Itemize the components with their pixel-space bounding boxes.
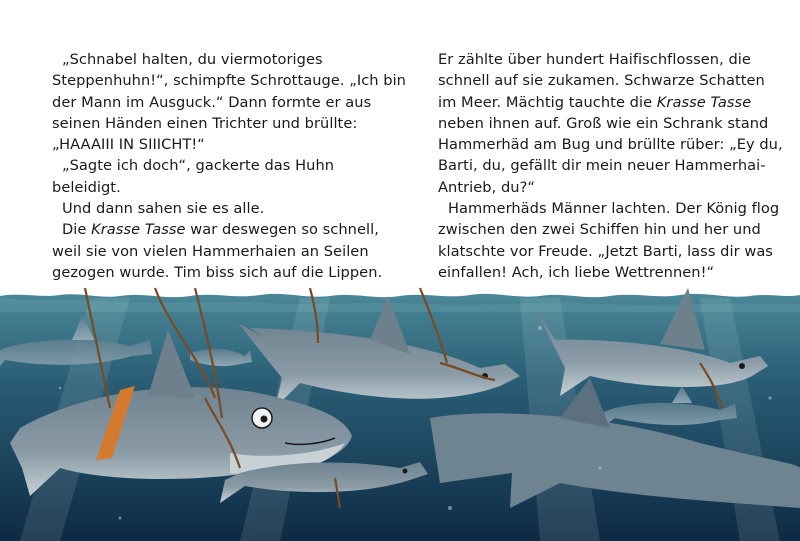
text-line: Steppenhuhn!“, schimpfte Schrottauge. „Ich bin (52, 72, 406, 90)
paragraph (52, 155, 382, 198)
text-line: Barti, du, gefällt dir mein neuer Hammerhai- (438, 157, 766, 175)
text-line: Antrieb, du?“ (438, 178, 535, 196)
text-line: Er zählte über hundert Haifischflossen, die (438, 51, 751, 68)
text-line (438, 92, 768, 113)
text-line (52, 219, 382, 240)
text-line: gezogen wurde. Tim biss sich auf die Lippen. (52, 263, 383, 281)
text-line: Und dann sahen sie es alle. (62, 200, 265, 218)
text-line: einfallen! Ach, ich liebe Wettrennen!“ (438, 263, 715, 281)
text-line: zwischen den zwei Schiffen hin und her und (438, 221, 761, 239)
text-line: Hammerhäds Männer lachten. Der König flog (448, 200, 780, 218)
text-run: Die (62, 221, 92, 239)
text-line: „Sagte ich doch“, gackerte das Huhn (62, 157, 335, 175)
text-line: klatschte vor Freude. „Jetzt Barti, lass dir was (438, 242, 773, 260)
ship-name: Krasse Tasse (91, 221, 186, 239)
text-line: neben ihnen auf. Groß wie ein Schrank stand (438, 114, 769, 132)
ship-name: Krasse Tasse (656, 93, 752, 111)
text-line: beleidigt. (52, 178, 121, 196)
illustration-svg (0, 268, 800, 541)
text-line: „Schnabel halten, du viermotoriges (62, 51, 323, 68)
text-line: seinen Händen einen Trichter und brüllte: (52, 114, 358, 132)
text-line: der Mann im Ausguck.“ Dann formte er aus (52, 93, 372, 111)
underwater-shark-illustration (0, 268, 800, 541)
text-line: „HAAAIII IN SIIICHT!“ (52, 136, 205, 154)
paragraph (438, 49, 783, 198)
paragraph (52, 49, 406, 155)
paragraph (52, 198, 382, 219)
right-text-column (438, 49, 783, 283)
text-line: weil sie von vielen Hammerhaien an Seilen (52, 242, 369, 260)
text-line: Hammerhäd am Bug und brüllte rüber: „Ey du, (438, 136, 783, 154)
text-run: war deswegen so schnell, (185, 221, 379, 239)
text-run: im Meer. Mächtig tauchte die (438, 93, 657, 111)
text-line: schnell auf sie zukamen. Schwarze Schatten (438, 72, 765, 90)
left-text-column (52, 49, 406, 283)
